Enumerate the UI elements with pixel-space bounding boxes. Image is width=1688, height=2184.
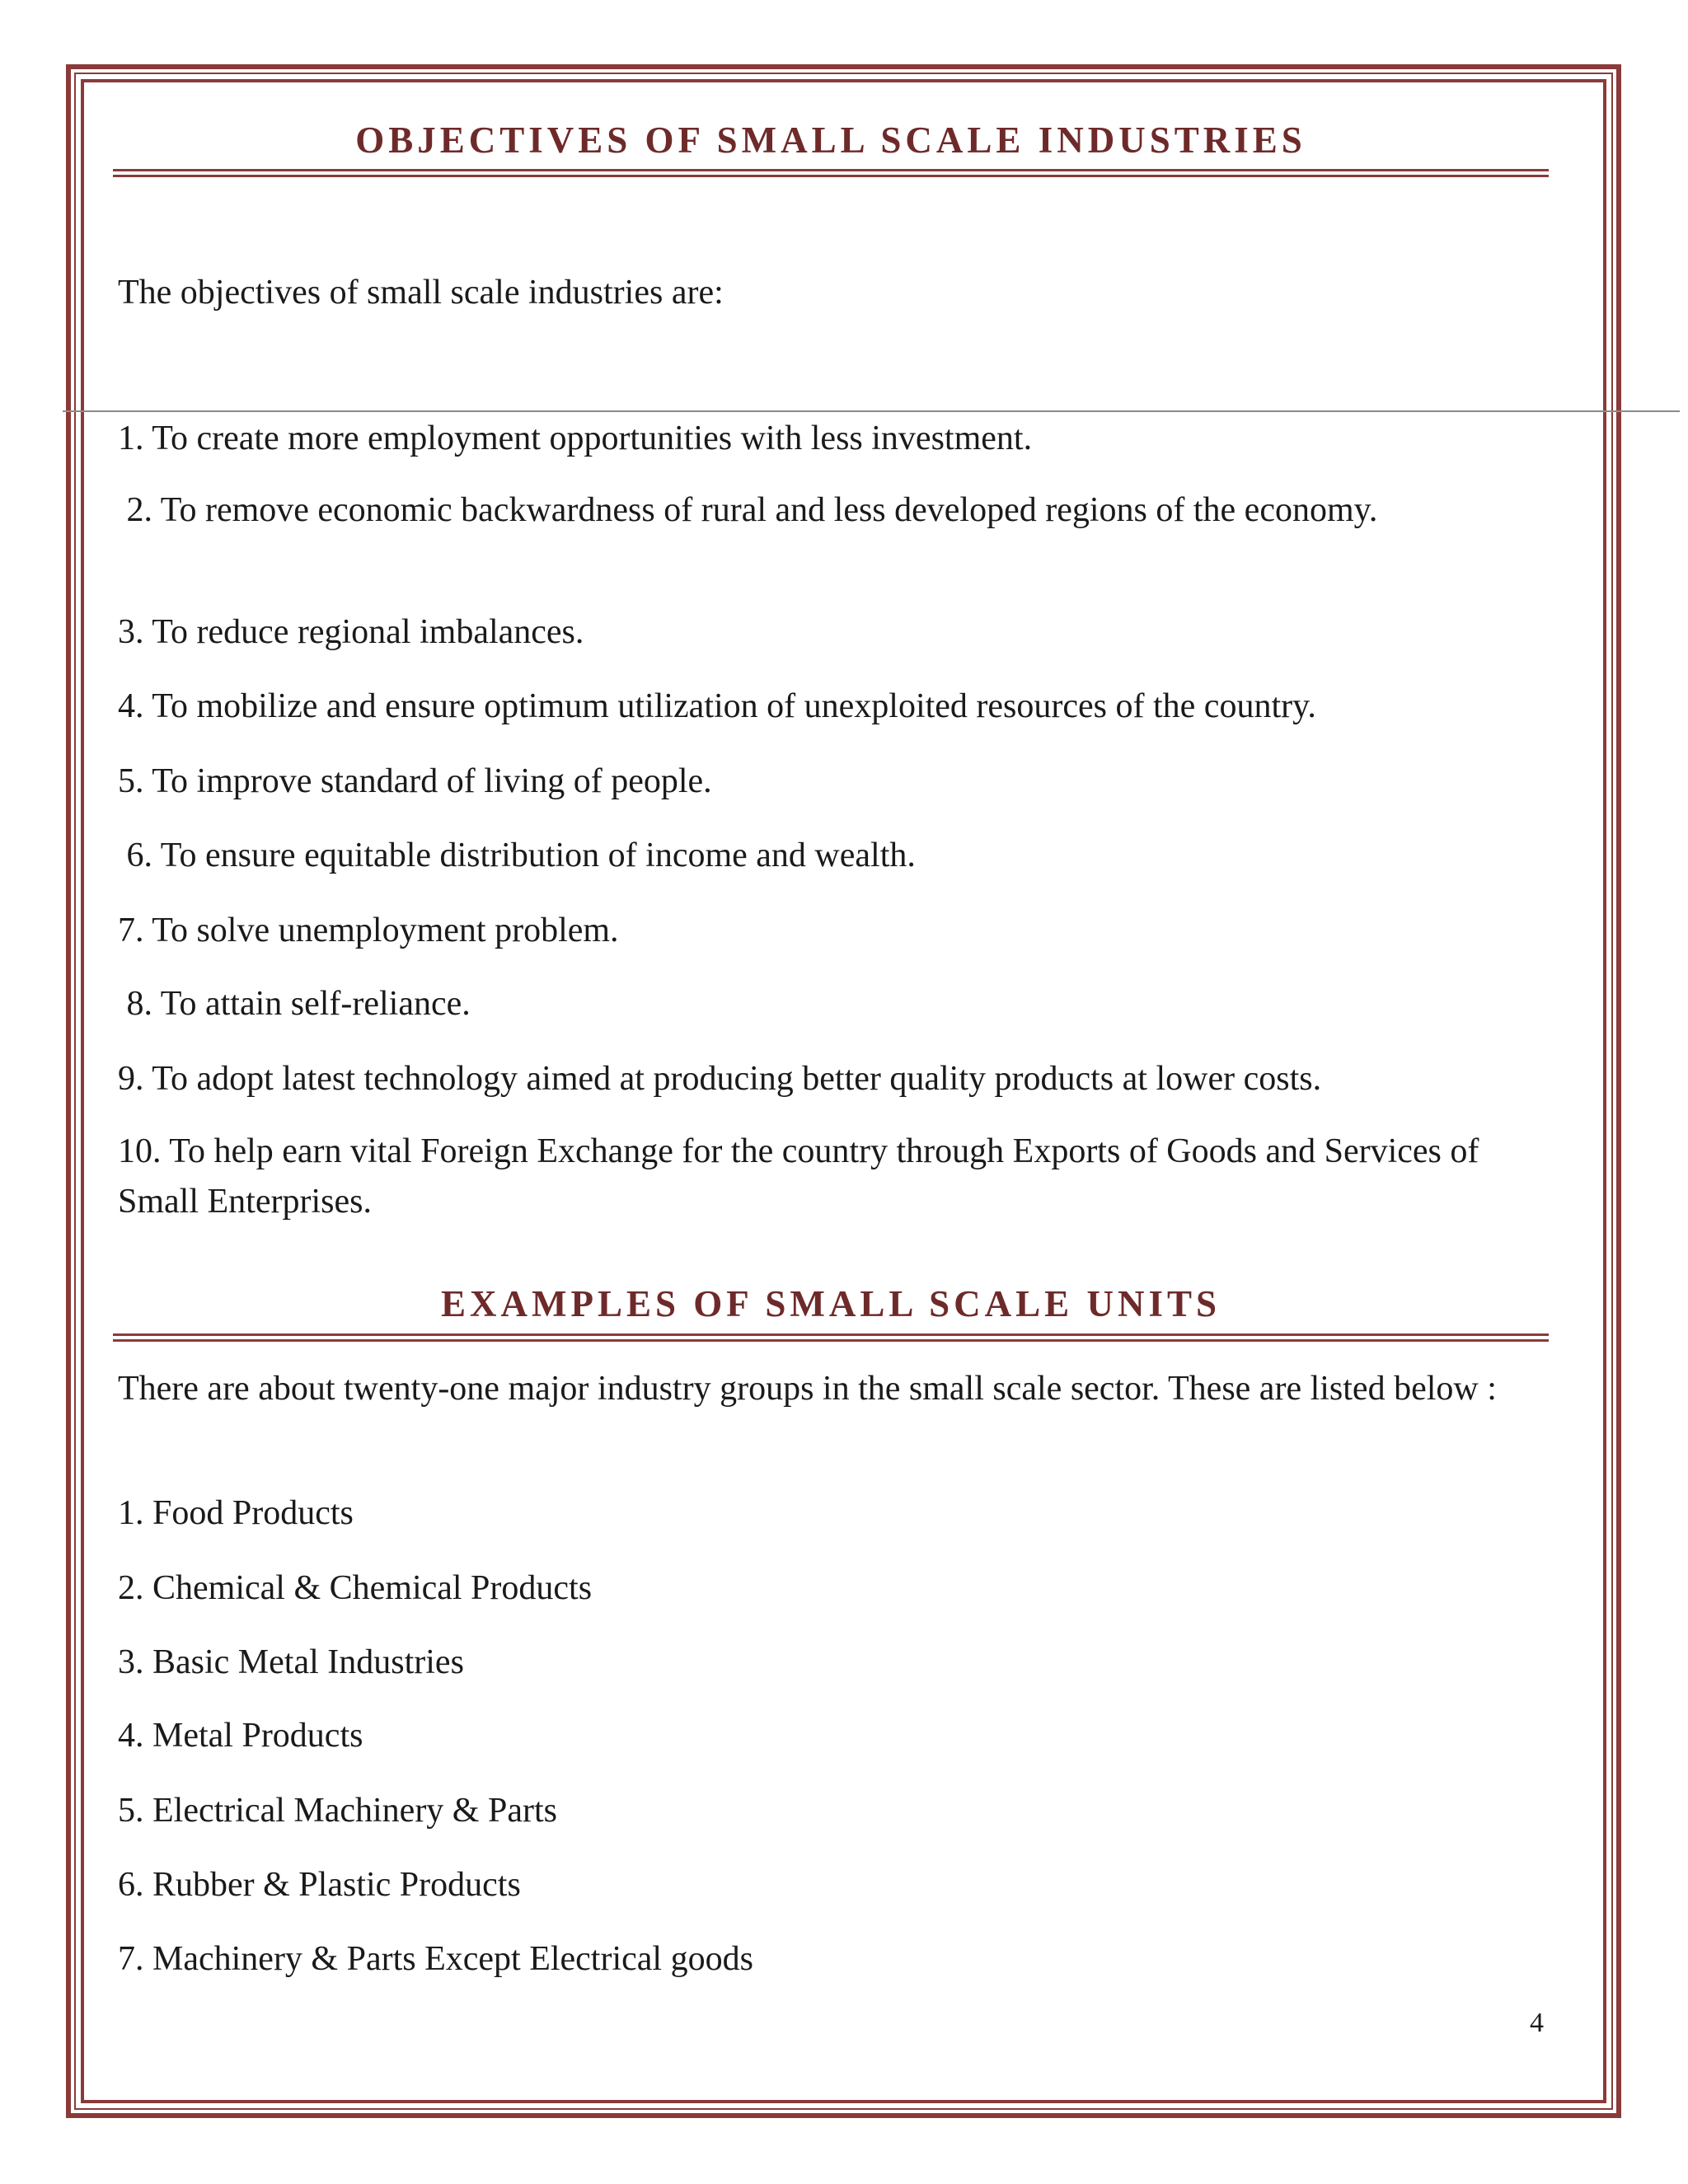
page-number: 4 [1530,2008,1544,2038]
objective-item: 8. To attain self-reliance. [118,985,471,1023]
objective-item: 6. To ensure equitable distribution of income and wealth. [118,837,916,874]
objective-item: 3. To reduce regional imbalances. [118,613,584,651]
examples-intro: There are about twenty-one major industry groups in the small scale sector. These are listed below : [118,1370,1497,1408]
example-item: 5. Electrical Machinery & Parts [118,1792,557,1830]
example-item: 4. Metal Products [118,1717,363,1755]
horizontal-divider [63,410,1680,412]
objective-item: 7. To solve unemployment problem. [118,912,619,949]
example-item: 2. Chemical & Chemical Products [118,1569,593,1607]
example-item: 7. Machinery & Parts Except Electrical goods [118,1940,753,1978]
heading-underline [113,1333,1549,1342]
section-examples-heading: EXAMPLES OF SMALL SCALE UNITS [441,1283,1221,1324]
objective-item: 5. To improve standard of living of people. [118,762,712,800]
objective-item: 4. To mobilize and ensure optimum utilization of unexploited resources of the country. [118,687,1316,725]
example-item: 6. Rubber & Plastic Products [118,1866,521,1904]
objectives-intro: The objectives of small scale industries are: [118,274,724,312]
example-item: 1. Food Products [118,1494,354,1532]
objective-item: 1. To create more employment opportunities with less investment. [118,419,1033,457]
heading-underline [113,169,1549,177]
section-objectives-heading: OBJECTIVES OF SMALL SCALE INDUSTRIES [355,120,1306,161]
example-item: 3. Basic Metal Industries [118,1643,464,1681]
objective-item: 10. To help earn vital Foreign Exchange for the country through Exports of Goods and Services of Small Enterprises. [118,1132,1479,1221]
objective-item: 9. To adopt latest technology aimed at producing better quality products at lower costs. [118,1060,1322,1098]
objective-item: 2. To remove economic backwardness of rural and less developed regions of the economy. [118,491,1378,529]
